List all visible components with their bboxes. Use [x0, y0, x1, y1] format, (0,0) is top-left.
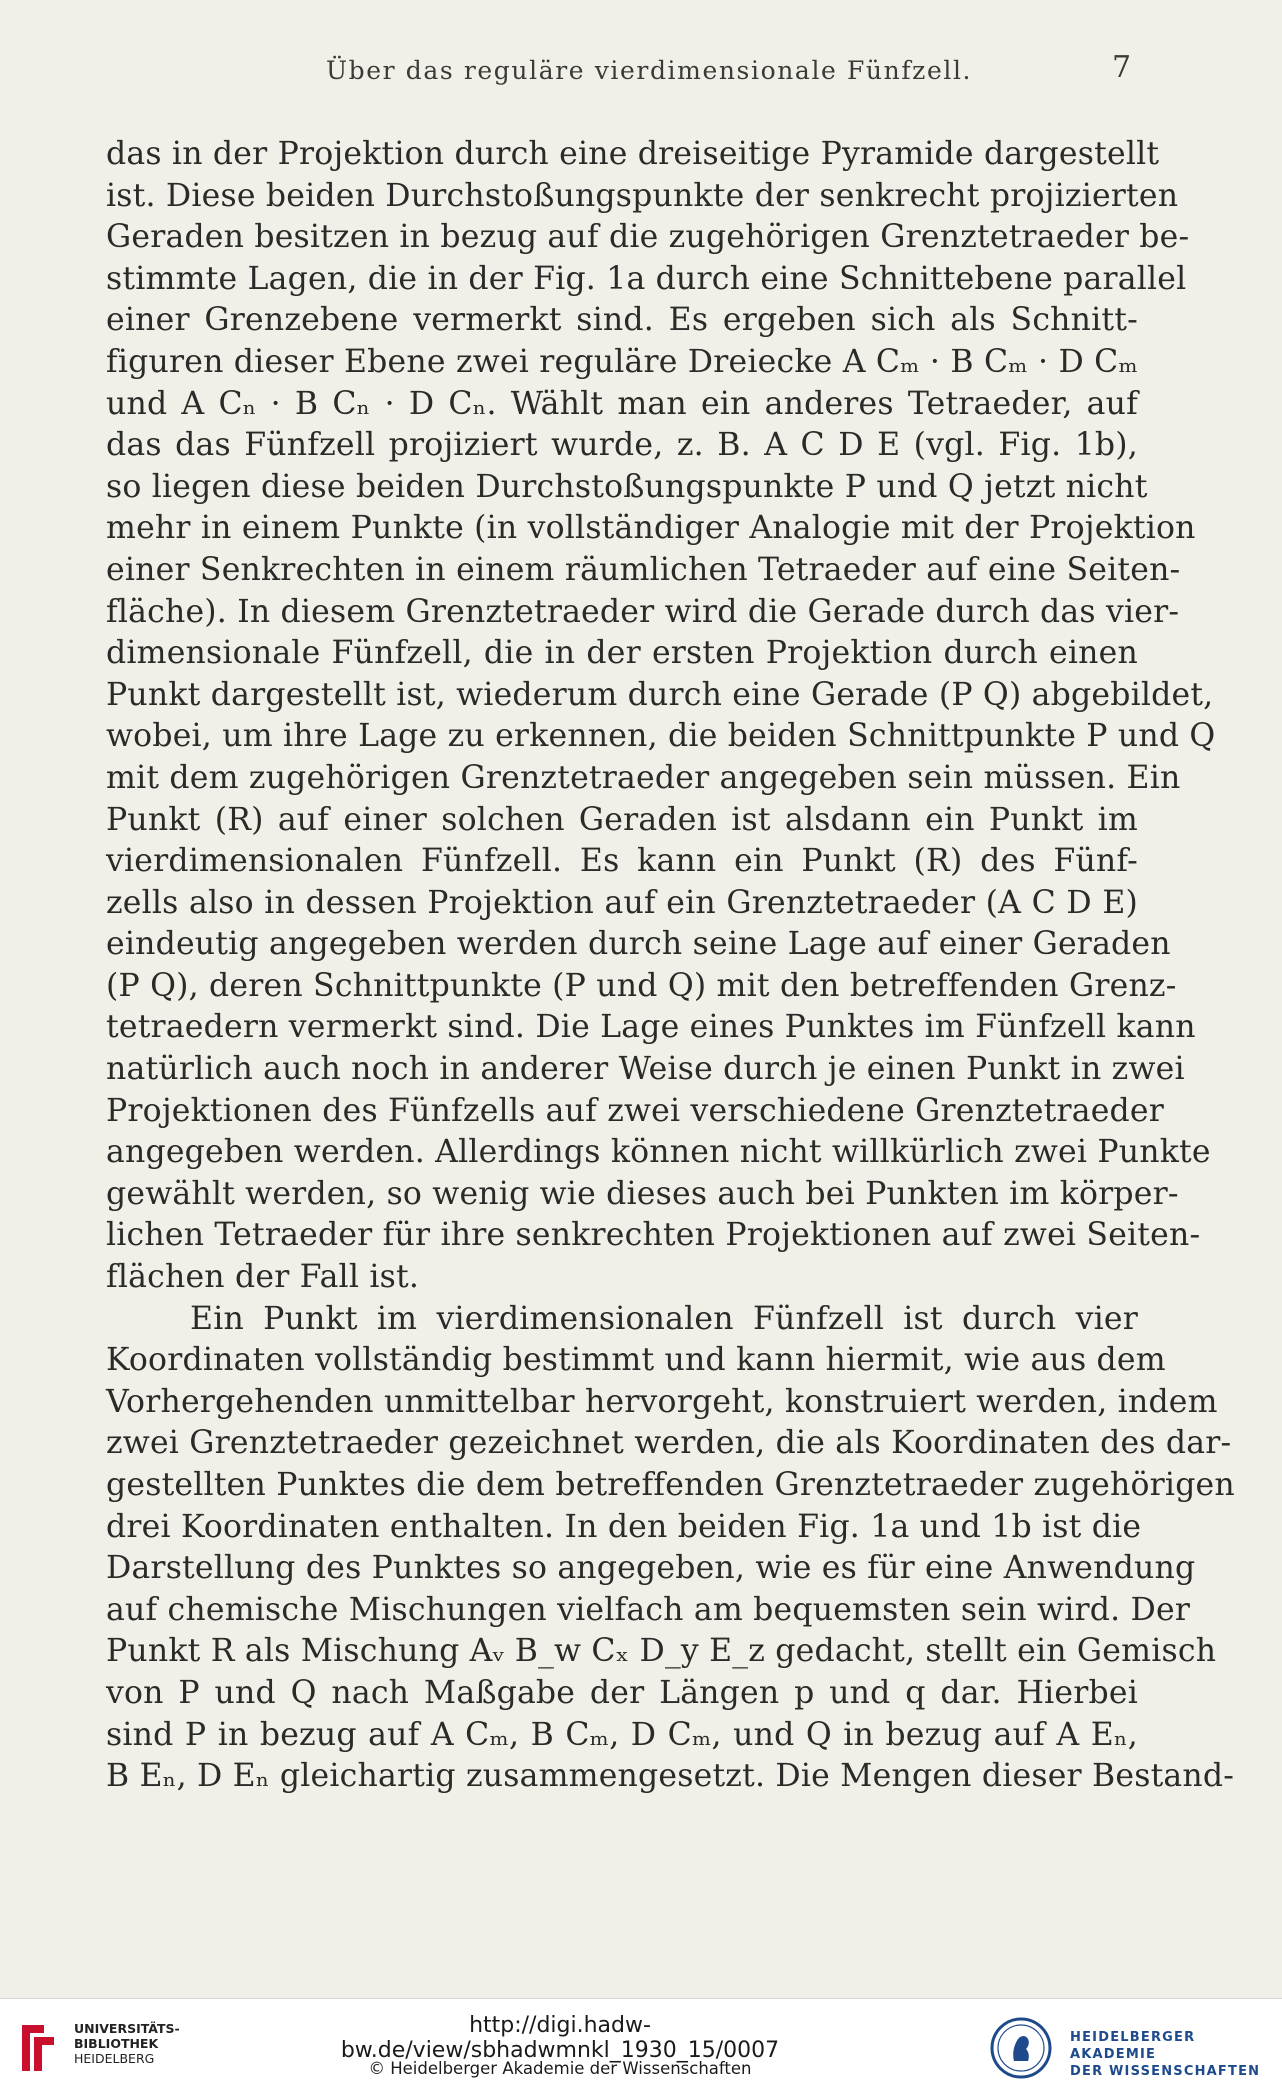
- text-line: mit dem zugehörigen Grenztetraeder angegeben sein müssen. Ein: [106, 759, 1181, 796]
- academy-seal-icon: [990, 2017, 1052, 2079]
- text-line: Punkt (R) auf einer solchen Geraden ist alsdann ein Punkt im: [106, 801, 1138, 838]
- text-line: angegeben werden. Allerdings können nicht willkürlich zwei Punkte: [106, 1134, 1211, 1171]
- text-line: eindeutig angegeben werden durch seine Lage auf einer Geraden: [106, 926, 1171, 963]
- text-line: Darstellung des Punktes so angegeben, wie es für eine Anwendung: [106, 1550, 1196, 1587]
- copyright-notice: © Heidelberger Akademie der Wissenschaften: [368, 2059, 752, 2078]
- text-line: drei Koordinaten enthalten. In den beiden Fig. 1a und 1b ist die: [106, 1508, 1142, 1545]
- text-line: auf chemische Mischungen vielfach am bequemsten sein wird. Der: [106, 1591, 1191, 1628]
- academy-name-line2: DER WISSENSCHAFTEN: [1070, 2064, 1261, 2079]
- text-line: Geraden besitzen in bezug auf die zugehörigen Grenztetraeder be-: [106, 219, 1190, 256]
- library-name: UNIVERSITÄTS-BIBLIOTHEK: [74, 2021, 180, 2051]
- academy-name-line1: HEIDELBERGER AKADEMIE: [1070, 2030, 1196, 2062]
- text-line: ist. Diese beiden Durchstoßungspunkte der senkrecht projizierten: [106, 177, 1179, 214]
- text-line: Koordinaten vollständig bestimmt und kann hiermit, wie aus dem: [106, 1342, 1166, 1379]
- text-line: figuren dieser Ebene zwei reguläre Dreiecke A Cₘ · B Cₘ · D Cₘ: [106, 343, 1138, 380]
- text-line: fläche). In diesem Grenztetraeder wird die Gerade durch das vier-: [106, 593, 1180, 630]
- text-line: gewählt werden, so wenig wie dieses auch bei Punkten im körper-: [106, 1175, 1179, 1212]
- text-line: tetraedern vermerkt sind. Die Lage eines Punktes im Fünfzell kann: [106, 1009, 1196, 1046]
- text-line: einer Grenzebene vermerkt sind. Es ergeben sich als Schnitt-: [106, 302, 1138, 339]
- text-line: lichen Tetraeder für ihre senkrechten Projektionen auf zwei Seiten-: [106, 1217, 1201, 1254]
- text-line: sind P in bezug auf A Cₘ, B Cₘ, D Cₘ, und Q in bezug auf A Eₙ,: [106, 1716, 1138, 1753]
- text-line: Vorhergehenden unmittelbar hervorgeht, konstruiert werden, indem: [106, 1383, 1218, 1420]
- text-line: Projektionen des Fünfzells auf zwei verschiedene Grenztetraeder: [106, 1092, 1165, 1129]
- university-library-name: [74, 2021, 184, 2066]
- text-line: dimensionale Fünfzell, die in der ersten Projektion durch einen: [106, 635, 1138, 672]
- body-text: [106, 134, 1235, 1798]
- viewer-footer: [0, 1998, 1282, 2096]
- text-line: von P und Q nach Maßgabe der Längen p und q dar. Hierbei: [106, 1674, 1138, 1711]
- text-line: gestellten Punktes die dem betreffenden Grenztetraeder zugehörigen: [106, 1467, 1235, 1503]
- text-line: vierdimensionalen Fünfzell. Es kann ein Punkt (R) des Fünf-: [106, 843, 1138, 880]
- text-line: (P Q), deren Schnittpunkte (P und Q) mit den betreffenden Grenz-: [106, 967, 1177, 1004]
- text-line: Punkt R als Mischung Aᵥ B_w Cₓ D_y E_z gedacht, stellt ein Gemisch: [106, 1633, 1217, 1670]
- text-line: zells also in dessen Projektion auf ein Grenztetraeder (A C D E): [106, 884, 1138, 921]
- text-line: das in der Projektion durch eine dreiseitige Pyramide dargestellt: [106, 136, 1160, 172]
- text-line: Punkt dargestellt ist, wiederum durch eine Gerade (P Q) abgebildet,: [106, 676, 1214, 713]
- page-number: 7: [1112, 50, 1132, 85]
- text-line: Ein Punkt im vierdimensionalen Fünfzell ist durch vier: [190, 1300, 1138, 1337]
- text-line: und A Cₙ · B Cₙ · D Cₙ. Wählt man ein anderes Tetraeder, auf: [106, 385, 1138, 422]
- text-line: wobei, um ihre Lage zu erkennen, die beiden Schnittpunkte P und Q: [106, 718, 1216, 755]
- text-line: stimmte Lagen, die in der Fig. 1a durch eine Schnittebene parallel: [106, 260, 1187, 297]
- text-line: natürlich auch noch in anderer Weise durch je einen Punkt in zwei: [106, 1051, 1185, 1088]
- text-line: so liegen diese beiden Durchstoßungspunkte P und Q jetzt nicht: [106, 468, 1148, 505]
- library-city: HEIDELBERG: [74, 2051, 155, 2066]
- permalink-url[interactable]: http://digi.hadw-bw.de/view/sbhadwmnkl_1930_15/0007: [340, 2013, 780, 2063]
- running-head-title: Über das reguläre vierdimensionale Fünfzell.: [326, 56, 973, 85]
- academy-name: [1070, 2029, 1282, 2080]
- university-library-logo-icon: [14, 2019, 60, 2077]
- text-line: zwei Grenztetraeder gezeichnet werden, die als Koordinaten des dar-: [106, 1425, 1232, 1462]
- text-line: mehr in einem Punkte (in vollständiger Analogie mit der Projektion: [106, 510, 1196, 547]
- text-line: einer Senkrechten in einem räumlichen Tetraeder auf eine Seiten-: [106, 551, 1181, 588]
- text-line: B Eₙ, D Eₙ gleichartig zusammengesetzt. Die Mengen dieser Bestand-: [106, 1758, 1235, 1795]
- text-line: flächen der Fall ist.: [106, 1259, 420, 1296]
- text-line: das das Fünfzell projiziert wurde, z. B. A C D E (vgl. Fig. 1b),: [106, 427, 1138, 464]
